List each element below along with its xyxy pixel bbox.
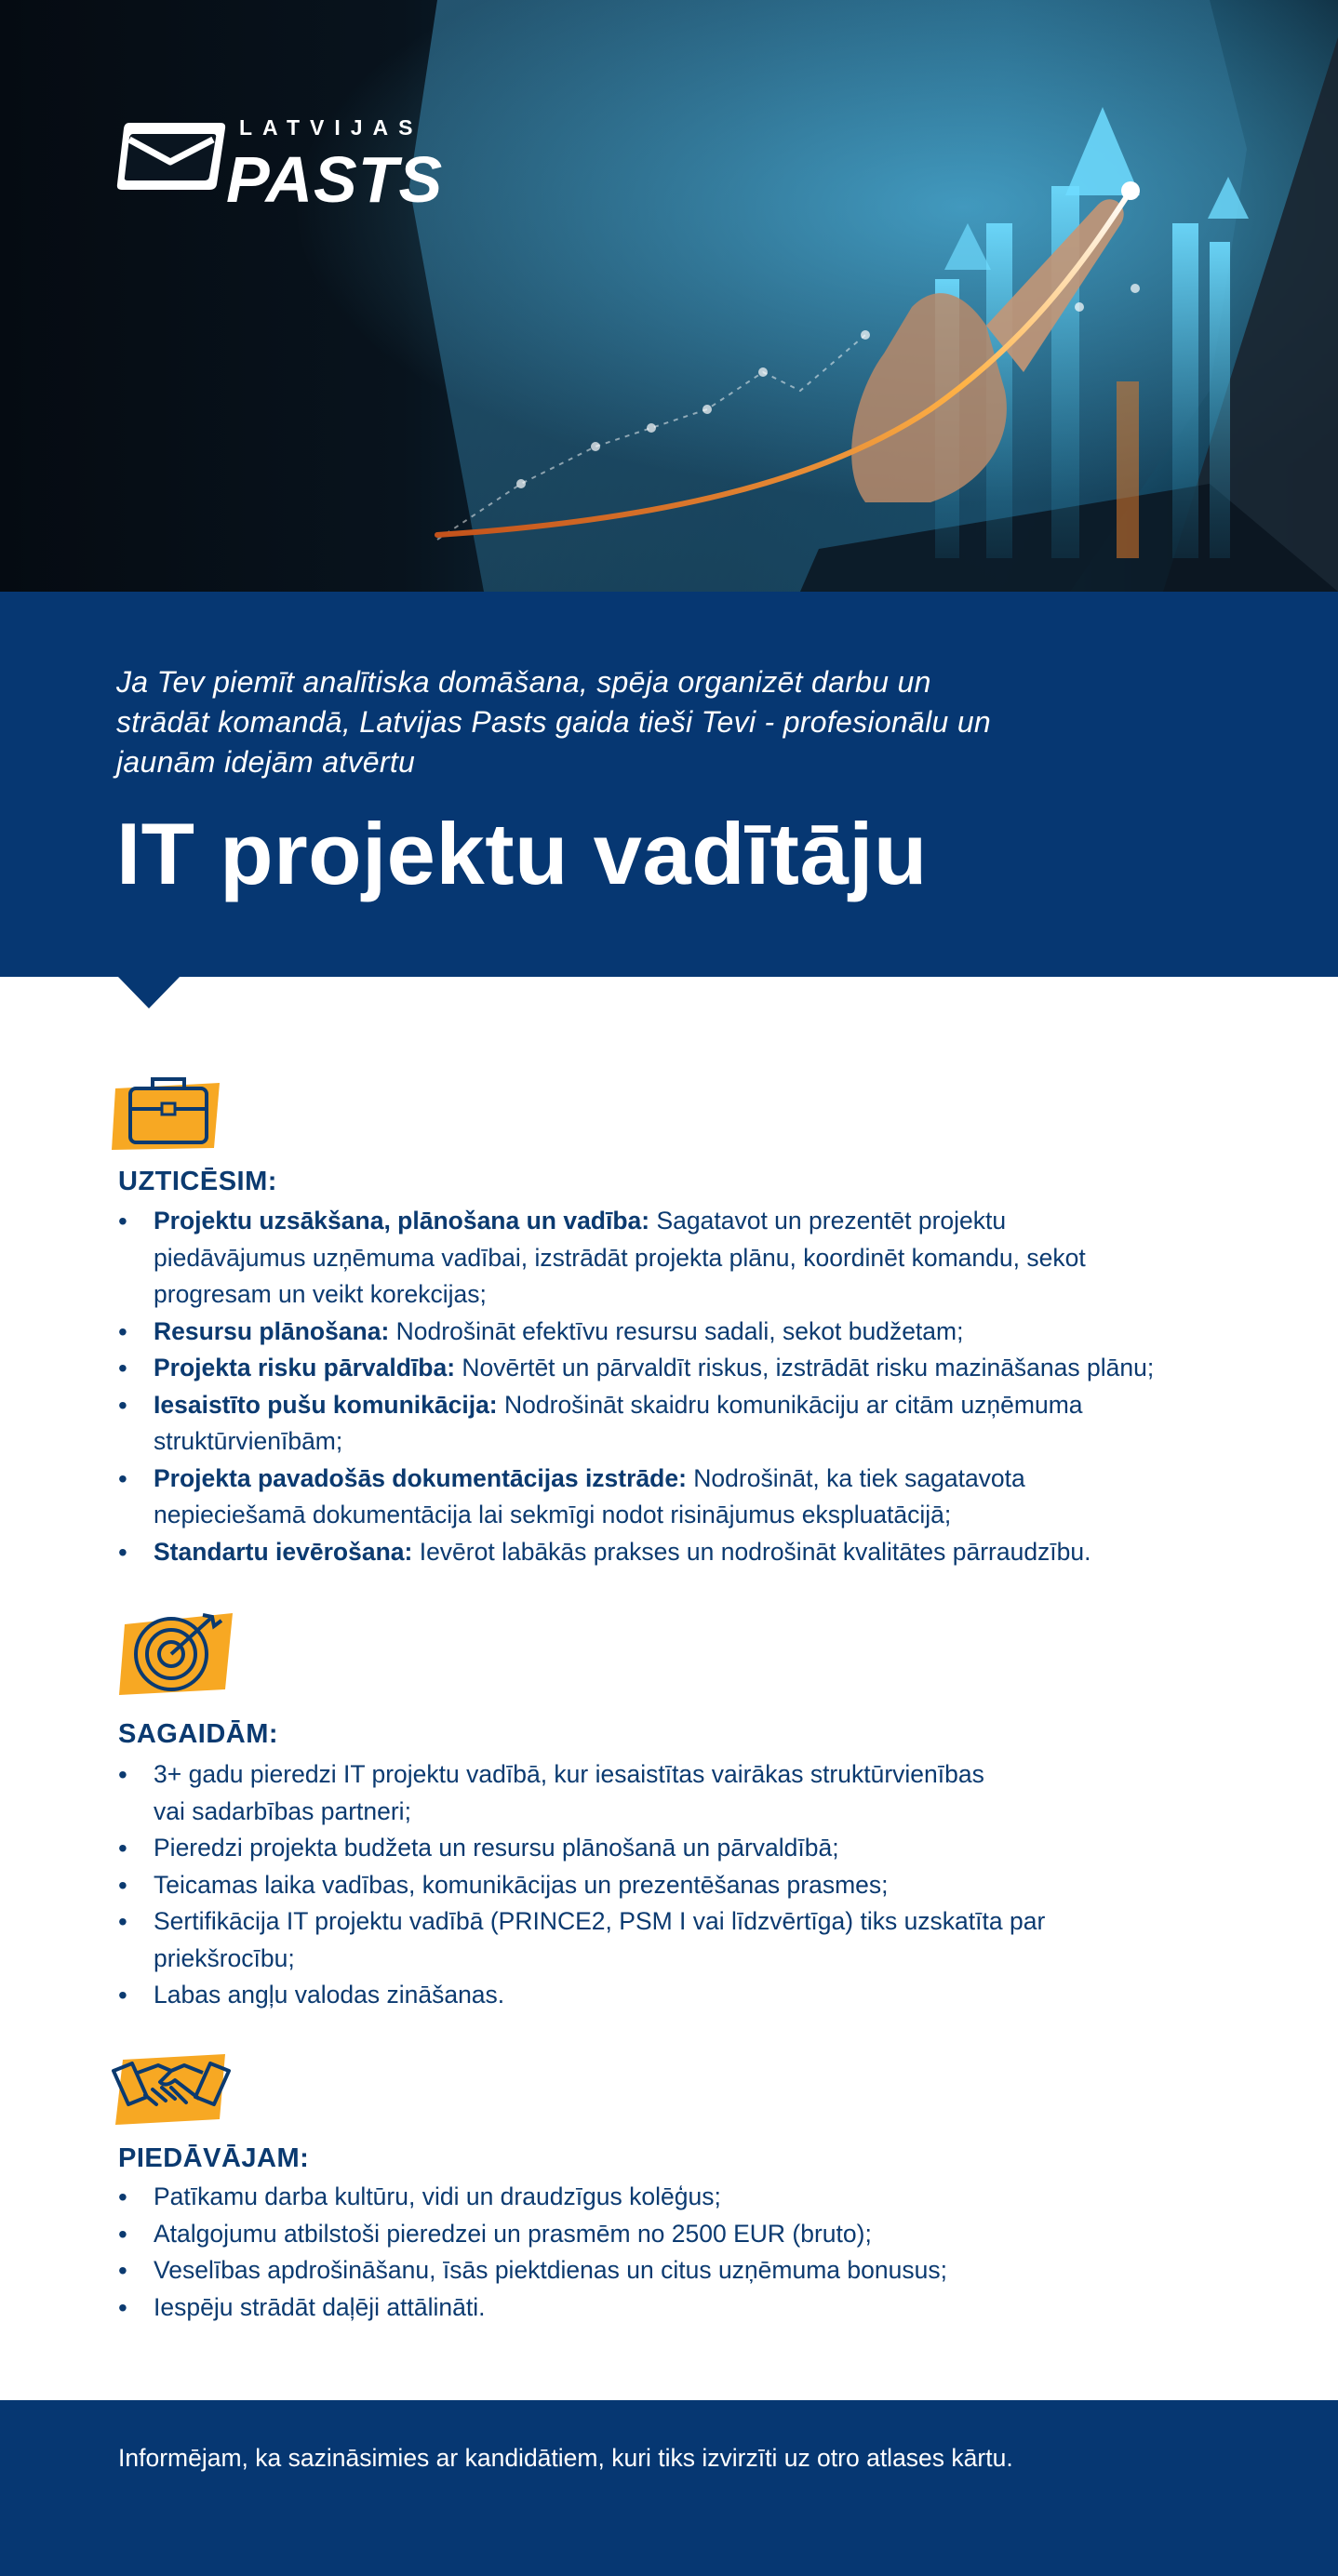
footer-band	[0, 2400, 1338, 2576]
intro-band	[0, 592, 1338, 977]
list-item: • Iesaistīto pušu komunikācija: Nodrošināt skaidru komunikāciju ar citām uzņēmuma struktūrvienībām;	[118, 1387, 1216, 1461]
responsibilities-list	[118, 1203, 1216, 1570]
section-title-piedavajam: PIEDĀVĀJAM:	[118, 2143, 310, 2173]
list-item: • Iespēju strādāt daļēji attālināti.	[118, 2289, 1216, 2327]
logo-small-text: LATVIJAS	[239, 115, 423, 140]
logo-big-text: PASTS	[226, 143, 444, 216]
hero-image	[0, 0, 1338, 592]
list-item: • Veselības apdrošināšanu, īsās piektdienas un citus uzņēmuma bonusus;	[118, 2252, 1216, 2289]
requirements-list	[118, 1756, 1216, 2014]
list-item: • Sertifikācija IT projektu vadībā (PRINCE2, PSM I vai līdzvērtīga) tiks uzskatīta par priekšrocību;	[118, 1903, 1216, 1977]
list-item: • Resursu plānošana: Nodrošināt efektīvu resursu sadali, sekot budžetam;	[118, 1314, 1216, 1351]
footer-note: Informējam, ka sazināsimies ar kandidātiem, kuri tiks izvirzīti uz otro atlases kārtu.	[118, 2444, 1013, 2472]
section-title-sagaidam: SAGAIDĀM:	[118, 1719, 279, 1749]
offer-list	[118, 2179, 1216, 2326]
intro-line: jaunām idejām atvērtu	[116, 745, 416, 779]
list-item: • 3+ gadu pieredzi IT projektu vadībā, kur iesaistītas vairākas struktūrvienības vai sadarbības partneri;	[118, 1756, 1216, 1830]
growth-chart-illustration	[0, 0, 1338, 592]
envelope-icon	[116, 119, 228, 194]
list-item: • Projektu uzsākšana, plānošana un vadība: Sagatavot un prezentēt projektu piedāvājumus uzņēmuma vadībai, izstrādāt projekta plānu, koordinēt komandu, sekot progresam un veikt korekcijas;	[118, 1203, 1216, 1314]
list-item: • Teicamas laika vadības, komunikācijas un prezentēšanas prasmes;	[118, 1867, 1216, 1904]
section-title-uzticesim: UZTICĒSIM:	[118, 1167, 277, 1196]
list-item: • Standartu ievērošana: Ievērot labākās prakses un nodrošināt kvalitātes pārraudzību.	[118, 1534, 1216, 1571]
job-title-headline: IT projektu vadītāju	[116, 805, 928, 902]
list-item: • Patīkamu darba kultūru, vidi un draudzīgus kolēģus;	[118, 2179, 1216, 2216]
latvijas-pasts-logo	[116, 112, 451, 216]
briefcase-icon	[110, 1072, 231, 1155]
list-item: • Labas angļu valodas zināšanas.	[118, 1977, 1216, 2014]
list-item: • Projekta risku pārvaldība: Novērtēt un pārvaldīt riskus, izstrādāt risku mazināšanas plānu;	[118, 1350, 1216, 1387]
handshake-icon	[110, 2045, 233, 2129]
intro-line: strādāt komandā, Latvijas Pasts gaida tieši Tevi - profesionālu un	[116, 705, 992, 739]
intro-line: Ja Tev piemīt analītiska domāšana, spēja organizēt darbu un	[116, 665, 931, 699]
list-item: • Atalgojumu atbilstoši pieredzei un prasmēm no 2500 EUR (bruto);	[118, 2216, 1216, 2253]
list-item: • Projekta pavadošās dokumentācijas izstrāde: Nodrošināt, ka tiek sagatavota nepieciešamā dokumentācija lai sekmīgi nodot risinājumus ekspluatācijā;	[118, 1461, 1216, 1534]
intro-text	[116, 662, 1186, 782]
target-icon	[115, 1606, 242, 1699]
band-pointer	[116, 975, 181, 1008]
list-item: • Pieredzi projekta budžeta un resursu plānošanā un pārvaldībā;	[118, 1830, 1216, 1867]
